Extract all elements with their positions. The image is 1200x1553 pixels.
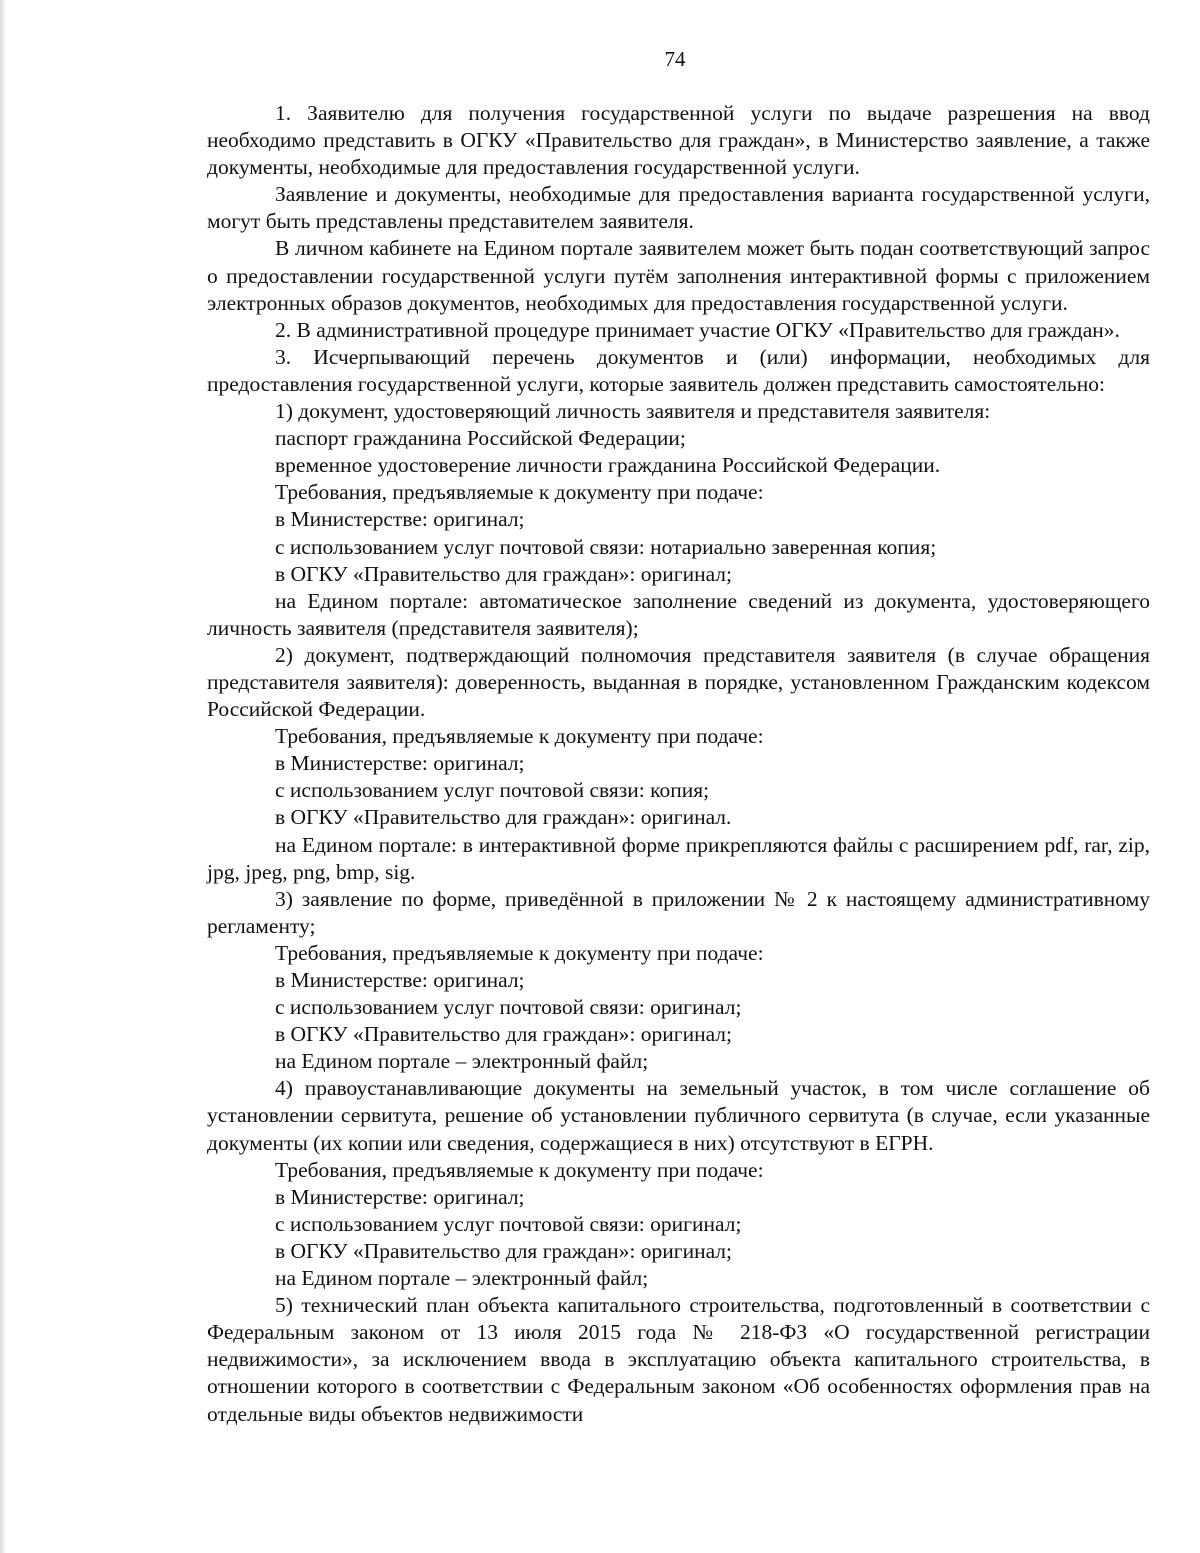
list-item: на Едином портале – электронный файл; bbox=[275, 1266, 649, 1291]
list-item: в Министерстве: оригинал; bbox=[275, 1184, 525, 1209]
list-item: паспорт гражданина Российской Федерации; bbox=[275, 426, 686, 451]
paragraph: 3) заявление по форме, приведённой в приложении № 2 к настоящему административному регламенту; bbox=[207, 886, 1150, 938]
paragraph: 4) правоустанавливающие документы на земельный участок, в том числе соглашение об установлении сервитута, решение об установлении публичного сервитута (в случае, если указанные документы (их копии или сведения, содержащиеся в них) отсутствуют в ЕГРН. bbox=[207, 1076, 1150, 1155]
paragraph: 1. Заявителю для получения государственной услуги по выдаче разрешения на ввод необходимо представить в ОГКУ «Правительство для граждан», в Министерство заявление, а также документы, необходимые для предоставления государственной услуги. bbox=[207, 101, 1150, 180]
list-item: с использованием услуг почтовой связи: нотариально заверенная копия; bbox=[275, 534, 937, 559]
list-item: Требования, предъявляемые к документу при подаче: bbox=[275, 1157, 764, 1182]
paragraph: на Едином портале: автоматическое заполнение сведений из документа, удостоверяющего личность заявителя (представителя заявителя); bbox=[207, 588, 1150, 640]
list-item: в ОГКУ «Правительство для граждан»: оригинал. bbox=[275, 805, 732, 830]
list-item: с использованием услуг почтовой связи: оригинал; bbox=[275, 1211, 742, 1236]
list-item: с использованием услуг почтовой связи: оригинал; bbox=[275, 995, 742, 1020]
list-item: Требования, предъявляемые к документу при подаче: bbox=[275, 940, 764, 965]
document-body bbox=[207, 100, 1150, 1428]
page-number: 74 bbox=[664, 47, 686, 71]
list-item: в ОГКУ «Правительство для граждан»: оригинал; bbox=[275, 561, 733, 586]
paragraph: В личном кабинете на Едином портале заявителем может быть подан соответствующий запрос о предоставлении государственной услуги путём заполнения интерактивной формы с приложением электронных образов документов, необходимых для предоставления государственной услуги. bbox=[207, 236, 1150, 315]
paragraph: на Едином портале: в интерактивной форме прикрепляются файлы с расширением pdf, rar, zip, jpg, jpeg, png, bmp, sig. bbox=[207, 832, 1150, 884]
paragraph: 2. В административной процедуре принимает участие ОГКУ «Правительство для граждан». bbox=[275, 317, 1120, 342]
list-item: Требования, предъявляемые к документу при подаче: bbox=[275, 480, 764, 505]
paragraph: 3. Исчерпывающий перечень документов и (или) информации, необходимых для предоставления государственной услуги, которые заявитель должен представить самостоятельно: bbox=[207, 344, 1150, 396]
list-item: в Министерстве: оригинал; bbox=[275, 751, 525, 776]
list-item: в Министерстве: оригинал; bbox=[275, 968, 525, 992]
list-item: на Едином портале – электронный файл; bbox=[275, 1049, 649, 1074]
list-item: в ОГКУ «Правительство для граждан»: оригинал; bbox=[275, 1238, 733, 1263]
paragraph: Заявление и документы, необходимые для предоставления варианта государственной услуги, могут быть представлены представителем заявителя. bbox=[207, 182, 1150, 234]
paragraph: 5) технический план объекта капитального строительства, подготовленный в соответствии с Федеральным законом от 13 июля 2015 года № 218-ФЗ «О государственной регистрации недвижимости», за исключением ввода в эксплуатацию объекта капитального строительства, в отношении которого в соответствии с Федеральным законом «Об особенностях оформления прав на отдельные виды объектов недвижимости bbox=[207, 1293, 1150, 1426]
list-item: в ОГКУ «Правительство для граждан»: оригинал; bbox=[275, 1022, 733, 1047]
list-item: временное удостоверение личности гражданина Российской Федерации. bbox=[275, 453, 941, 478]
list-item: в Министерстве: оригинал; bbox=[275, 507, 525, 532]
list-item: 1) документ, удостоверяющий личность заявителя и представителя заявителя: bbox=[275, 399, 991, 424]
list-item: Требования, предъявляемые к документу при подаче: bbox=[275, 724, 764, 749]
list-item: с использованием услуг почтовой связи: копия; bbox=[275, 778, 710, 803]
paragraph: 2) документ, подтверждающий полномочия представителя заявителя (в случае обращения представителя заявителя): доверенность, выданная в порядке, установленном Гражданским кодексом Российской Федерации. bbox=[207, 642, 1150, 722]
